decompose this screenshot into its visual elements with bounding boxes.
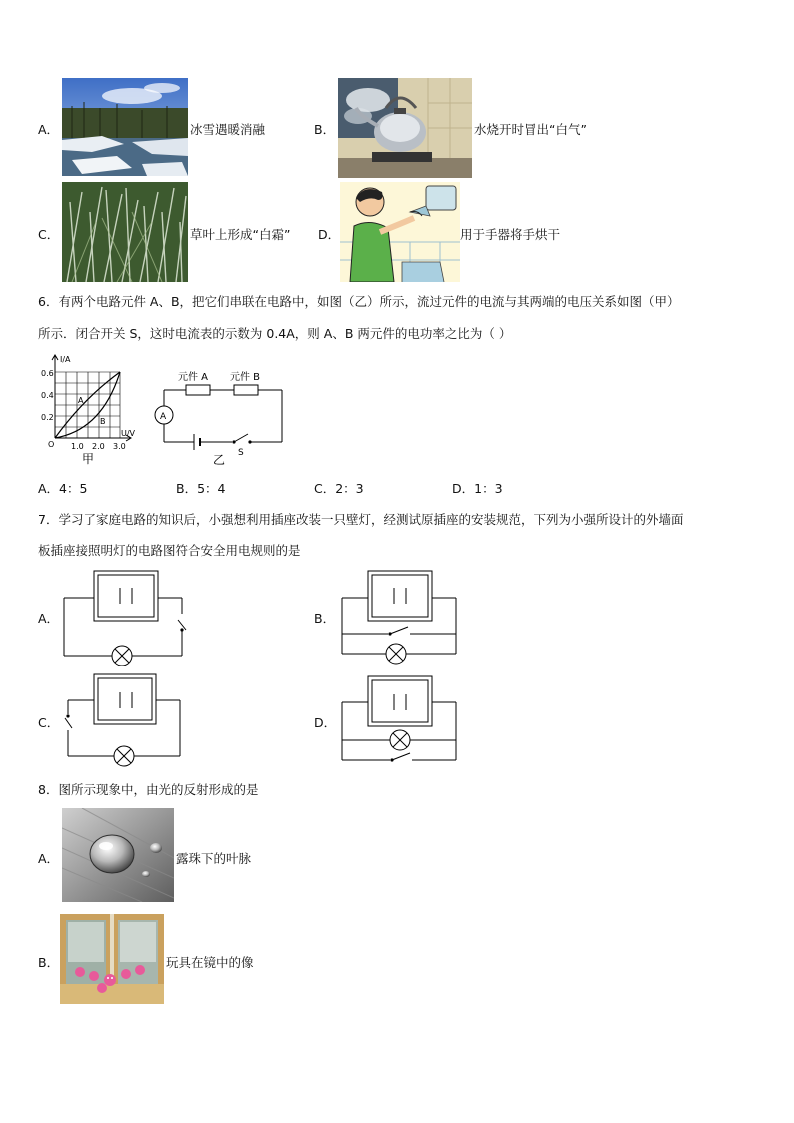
snow-melting-photo	[62, 78, 188, 176]
q6-option-b: B．5：4	[176, 481, 226, 496]
switch-lever	[390, 627, 408, 634]
q7-circuit-a	[60, 566, 190, 666]
socket-inner	[98, 575, 154, 617]
ytick-0.6: 0.6	[41, 369, 54, 378]
toys-mirror-photo	[60, 914, 164, 1004]
q8-option-a-caption: 露珠下的叶脉	[176, 851, 252, 866]
q8-stem: 8．图所示现象中，由光的反射形成的是	[38, 782, 259, 797]
q6-option-c: C．2：3	[314, 481, 364, 496]
q7-option-d-letter: D．	[314, 715, 337, 730]
q7-option-a-letter: A．	[38, 611, 60, 626]
q6-option-d: D．1：3	[452, 481, 503, 496]
q7-option-b-letter: B．	[314, 611, 336, 626]
graph-figure-label: 甲	[82, 452, 95, 466]
switch-label: S	[238, 448, 244, 458]
socket-inner	[372, 680, 428, 722]
socket-inner	[372, 575, 428, 617]
component-b-label: 元件 B	[230, 372, 261, 383]
q5-option-a-caption: 冰雪遇暖消融	[190, 122, 266, 137]
graph-axes	[52, 355, 131, 441]
switch-lever	[234, 434, 248, 442]
q7-circuit-d	[338, 672, 462, 772]
q5-option-a-letter: A．	[38, 122, 60, 137]
graph-xlabel: U/V	[121, 429, 136, 438]
q7-circuit-b	[338, 566, 462, 666]
q5-option-b-caption: 水烧开时冒出“白气”	[474, 122, 587, 137]
ammeter-label: A	[160, 412, 167, 422]
graph-grid	[55, 372, 120, 438]
q5-option-d-letter: D．	[318, 227, 341, 242]
q8-option-b-caption: 玩具在镜中的像	[166, 955, 254, 970]
q6-stem-line2: 所示．闭合开关 S，这时电流表的示数为 0.4A，则 A、B 两元件的电功率之比为（ ）	[38, 326, 512, 341]
socket-outer	[368, 571, 432, 621]
xtick-2.0: 2.0	[92, 442, 105, 451]
iv-graph	[32, 350, 142, 470]
socket-outer	[368, 676, 432, 726]
switch-lever	[392, 753, 410, 760]
hand-dryer-illustration	[340, 182, 460, 282]
q5-option-d-caption: 用于手器将手烘干	[460, 227, 561, 242]
q7-circuit-c	[60, 670, 186, 770]
socket-outer	[94, 674, 156, 724]
frost-grass-photo	[62, 182, 188, 282]
q7-stem-line2: 板插座接照明灯的电路图符合安全用电规则的是	[38, 543, 301, 558]
xtick-1.0: 1.0	[71, 442, 84, 451]
graph-ylabel: I/A	[60, 355, 71, 364]
q8-option-b-letter: B．	[38, 955, 60, 970]
component-b-resistor	[234, 385, 258, 395]
circuit-figure-label: 乙	[213, 453, 226, 467]
series-circuit-diagram	[150, 366, 290, 468]
ytick-0.2: 0.2	[41, 413, 54, 422]
socket-inner	[98, 678, 152, 720]
component-a-label: 元件 A	[178, 372, 209, 383]
q8-option-a-letter: A．	[38, 851, 60, 866]
curve-a-label: A	[78, 396, 84, 405]
q7-option-c-letter: C．	[38, 715, 60, 730]
ytick-0.4: 0.4	[41, 391, 54, 400]
socket-outer	[94, 571, 158, 621]
graph-origin: O	[48, 440, 55, 449]
q7-stem-line1: 7．学习了家庭电路的知识后，小强想利用插座改装一只壁灯，经测试原插座的安装规范，下列为小强所设计的外墙面	[38, 512, 684, 527]
q6-stem-line1: 6．有两个电路元件 A、B，把它们串联在电路中，如图（乙）所示，流过元件的电流与其两端的电压关系如图（甲）	[38, 294, 680, 309]
xtick-3.0: 3.0	[113, 442, 126, 451]
kettle-steam-photo	[338, 78, 472, 178]
q5-option-b-letter: B．	[314, 122, 336, 137]
q5-option-c-letter: C．	[38, 227, 60, 242]
switch-lever	[65, 718, 72, 728]
dewdrop-leaf-photo	[62, 808, 174, 902]
curve-b-label: B	[100, 417, 106, 426]
q5-option-c-caption: 草叶上形成“白霜”	[190, 227, 291, 242]
q6-option-a: A．4：5	[38, 481, 88, 496]
component-a-resistor	[186, 385, 210, 395]
